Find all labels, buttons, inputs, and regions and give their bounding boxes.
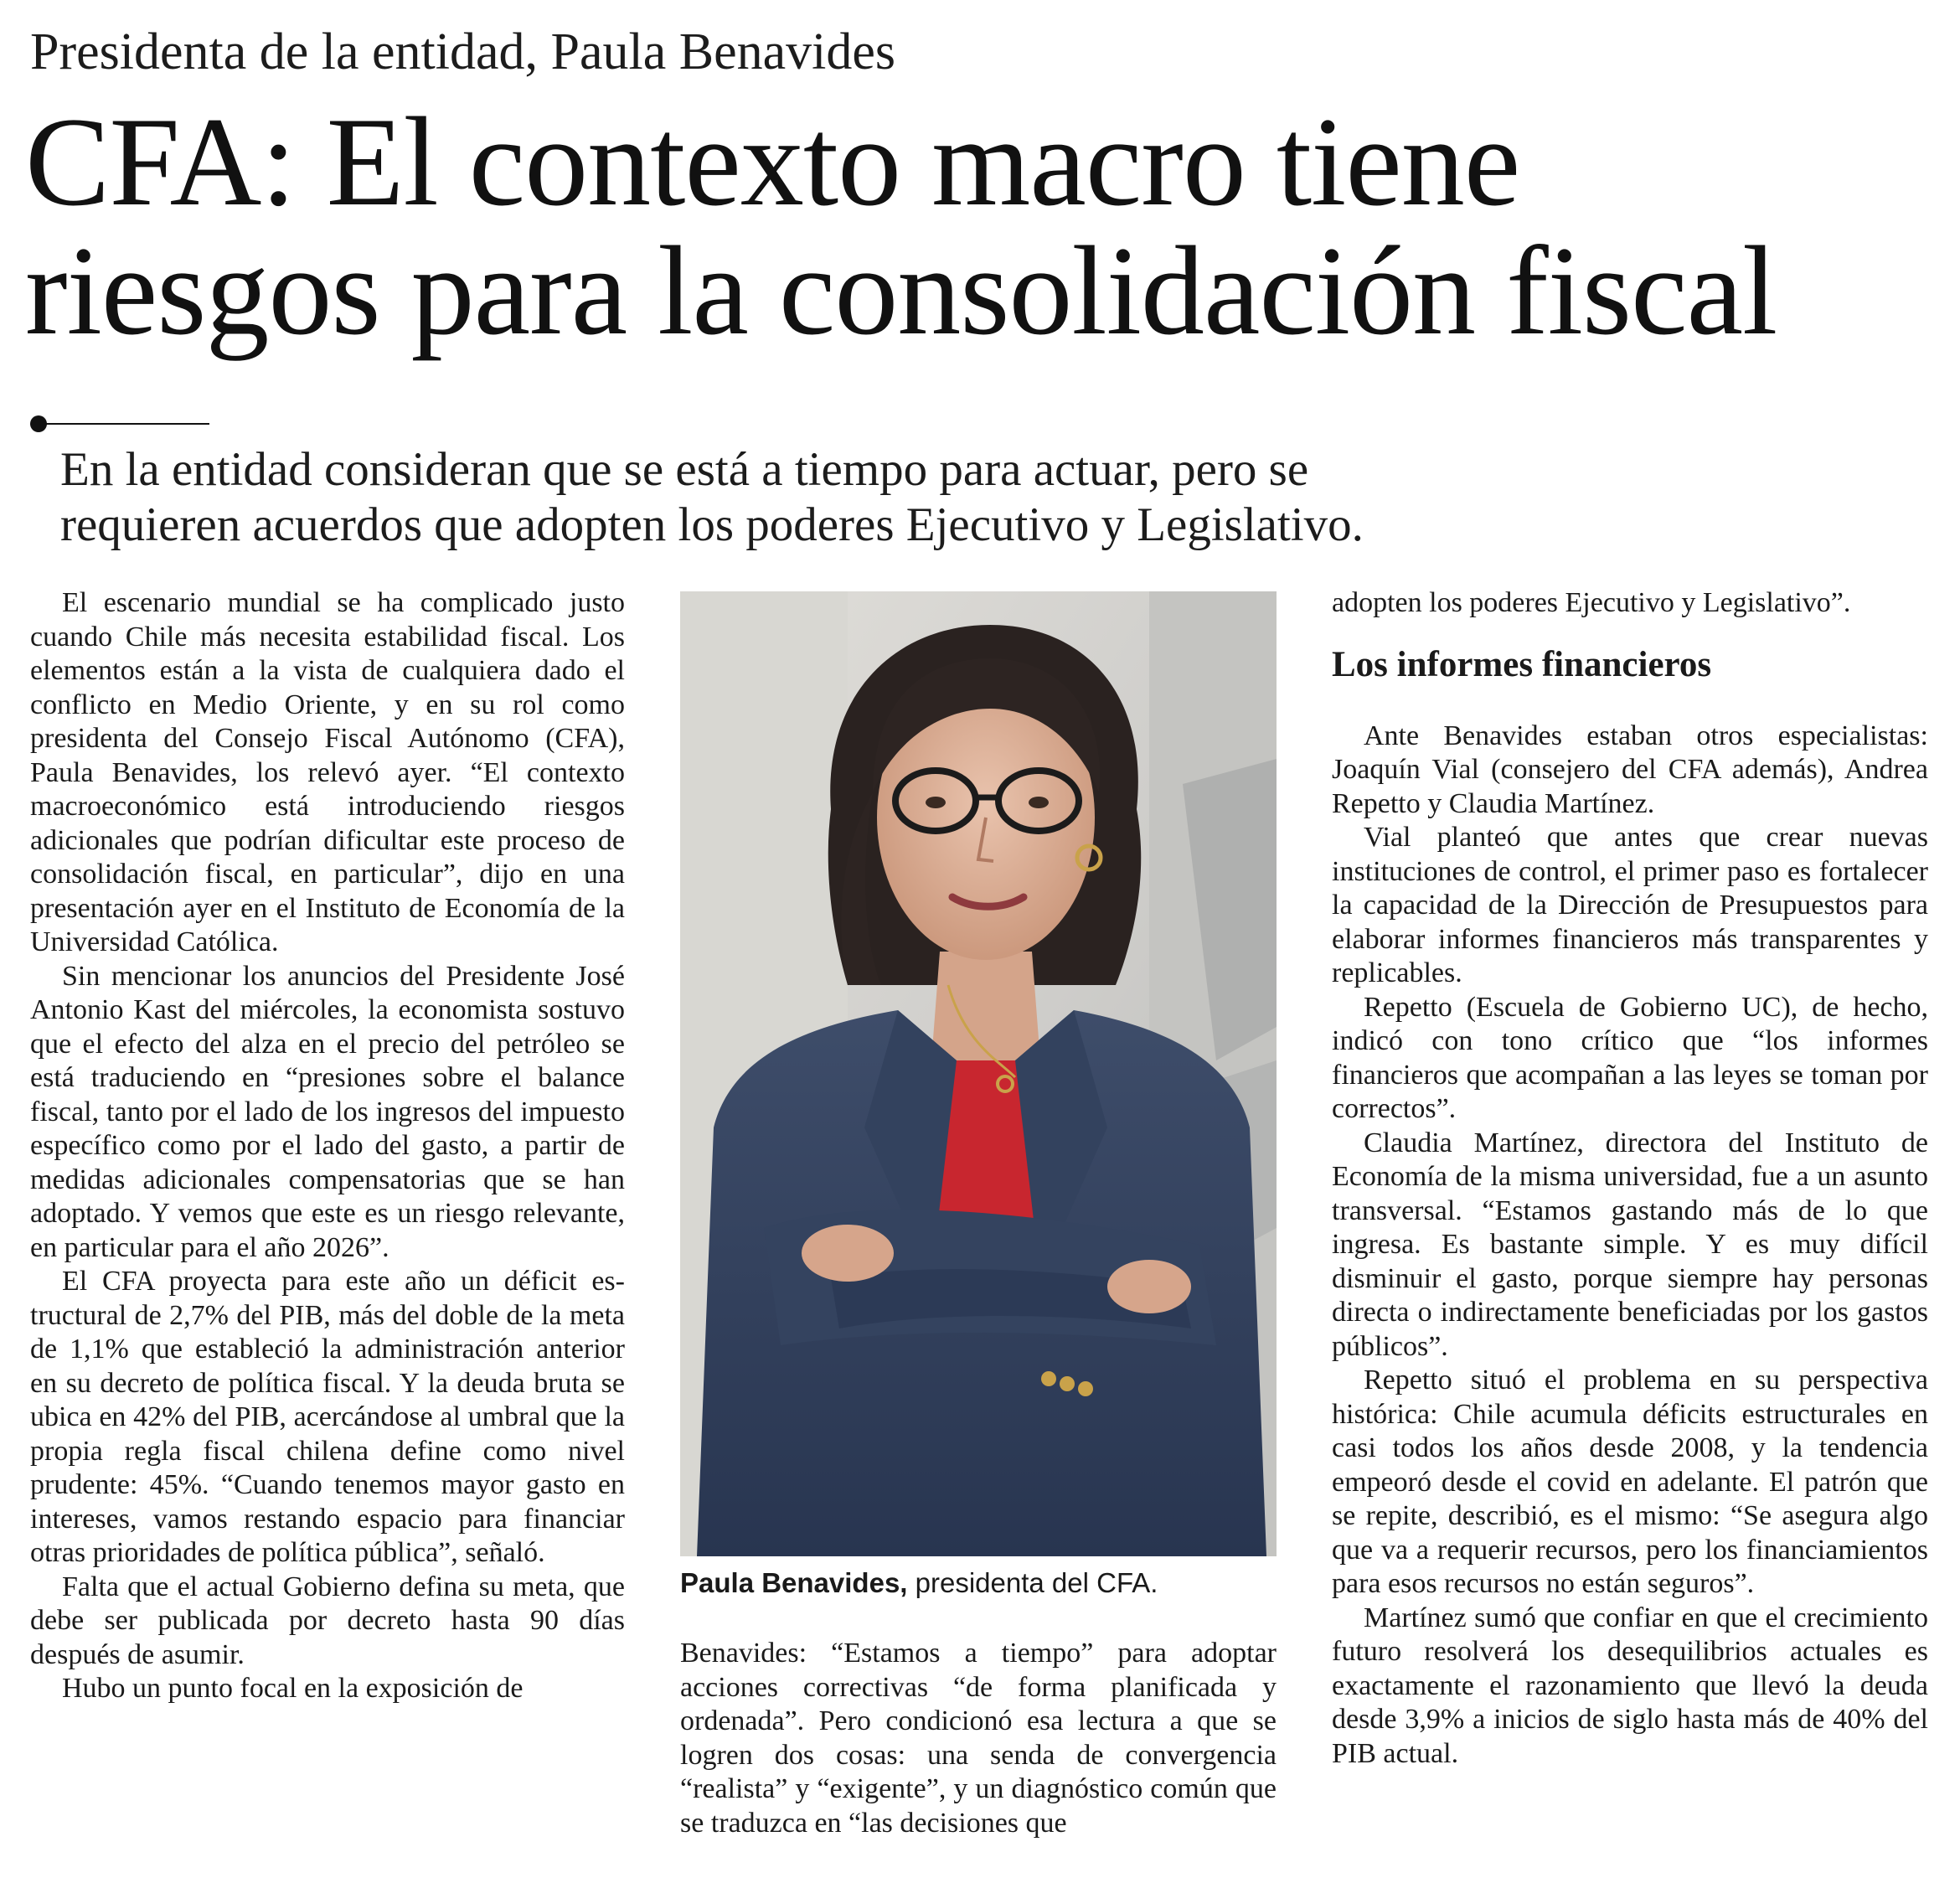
article-column-2 <box>680 1637 1277 1840</box>
paragraph: Repetto situó el problema en su perspectiva histórica: Chile acumula déficits estructurales en casi todos los años desde 2008, y la tendencia empeoró desde el covid en adelante. El patrón que se repite, describió, es el mismo: “Se asegura algo que va a requerir recursos, pero los financiamientos para esos recursos no están seguros”. <box>1332 1365 1928 1599</box>
paragraph: Ante Benavides estaban otros especialistas: Joaquín Vial (consejero del CFA además), Andrea Repetto y Claudia Martínez. <box>1332 720 1928 819</box>
paragraph: adopten los poderes Ejecutivo y Legislativo”. <box>1332 587 1851 618</box>
article-column-1 <box>30 586 625 1706</box>
paragraph: Falta que el actual Gobierno defina su meta, que debe ser publicada por decreto hasta 90 días después de asumir. <box>30 1571 625 1670</box>
portrait-illustration <box>680 591 1277 1556</box>
paragraph: Repetto (Escuela de Gobierno UC), de hecho, indicó con tono crítico que “los informes financieros que acompañan a las leyes se toman por correctos”. <box>1332 991 1928 1124</box>
portrait-photo <box>680 591 1277 1556</box>
headline-line-1: CFA: El contexto macro tiene <box>25 91 1520 232</box>
kicker: Presidenta de la entidad, Paula Benavides <box>30 23 896 80</box>
section-heading: Los informes financieros <box>1332 644 1712 684</box>
divider <box>42 423 209 425</box>
paragraph: Vial planteó que antes que crear nuevas instituciones de control, el primer paso es fortalecer la capacidad de la Dirección de Presupuestos para elaborar informes financieros más transparentes y replicables. <box>1332 822 1928 988</box>
paragraph: Claudia Martínez, directora del Instituto de Economía de la misma universidad, fue a un asunto transversal. “Estamos gastando más de lo que ingresa. Es bastante simple. Y es muy difícil disminuir el gasto, porque siempre hay personas directa o indirectamente beneficiadas por los gastos públicos”. <box>1332 1127 1928 1362</box>
subheadline <box>60 442 1920 553</box>
photo-caption <box>680 1566 1277 1600</box>
headline <box>25 91 1935 361</box>
paragraph: Hubo un punto focal en la exposición de <box>62 1673 524 1704</box>
caption-text: presidenta del CFA. <box>907 1567 1158 1598</box>
paragraph: Sin mencionar los anuncios del Presidente José Antonio Kast del miércoles, la economista sostuvo que el efecto del alza en el precio del petróleo se está traduciendo en “presiones sobre el balance fiscal, tanto por el lado de los ingresos del impuesto específico como por el lado del gasto, a partir de medidas adicionales compensatorias que se han adoptado. Y vemos que este es un riesgo relevante, en particular para el año 2026”. <box>30 960 625 1263</box>
headline-line-2: riesgos para la consolidación fiscal <box>25 220 1777 361</box>
subheadline-line-1: En la entidad consideran que se está a tiempo para actuar, pero se <box>60 443 1309 496</box>
paragraph: Benavides: “Estamos a tiempo” para adoptar acciones correctivas “de forma planificada y ordenada”. Pero condicionó esa lectura a que se logren dos cosas: una senda de convergencia “realista” y “exigente”, y un diagnóstico común que se traduzca en “las decisiones que <box>680 1638 1277 1839</box>
paragraph: El CFA proyecta para este año un déficit estructural de 2,7% del PIB, más del doble de la meta de 1,1% que estableció la administración anterior en su decreto de política fiscal. Y la deuda bruta se ubica en 42% del PIB, acercándose al umbral que la propia regla fiscal chilena define como nivel prudente: 45%. “Cuando tenemos mayor gasto en intereses, vamos restando espacio para financiar otras prioridades de política pública”, señaló. <box>30 1266 625 1568</box>
paragraph: Martínez sumó que confiar en que el crecimiento futuro resolverá los desequilibrios actuales es exactamente el razonamiento que llevó la deuda desde 3,9% a inicios de siglo hasta más de 40% del PIB actual. <box>1332 1602 1928 1769</box>
caption-name: Paula Benavides, <box>680 1567 908 1598</box>
paragraph: El escenario mundial se ha complicado justo cuando Chile más necesita estabilidad fiscal. Los elementos están a la vista de cualquiera dado el conflicto en Medio Oriente, y en su rol como presidenta del Consejo Fiscal Autónomo (CFA), Paula Benavides, los relevó ayer. “El contexto macroeconómico está introduciendo riesgos adicionales que podrían dificultar este proceso de consolidación fiscal, en particular”, dijo en una presentación ayer en el Instituto de Economía de la Universidad Católica. <box>30 587 625 957</box>
article-column-3 <box>1332 586 1928 1771</box>
subheadline-line-2: requieren acuerdos que adopten los poderes Ejecutivo y Legislativo. <box>60 498 1364 551</box>
